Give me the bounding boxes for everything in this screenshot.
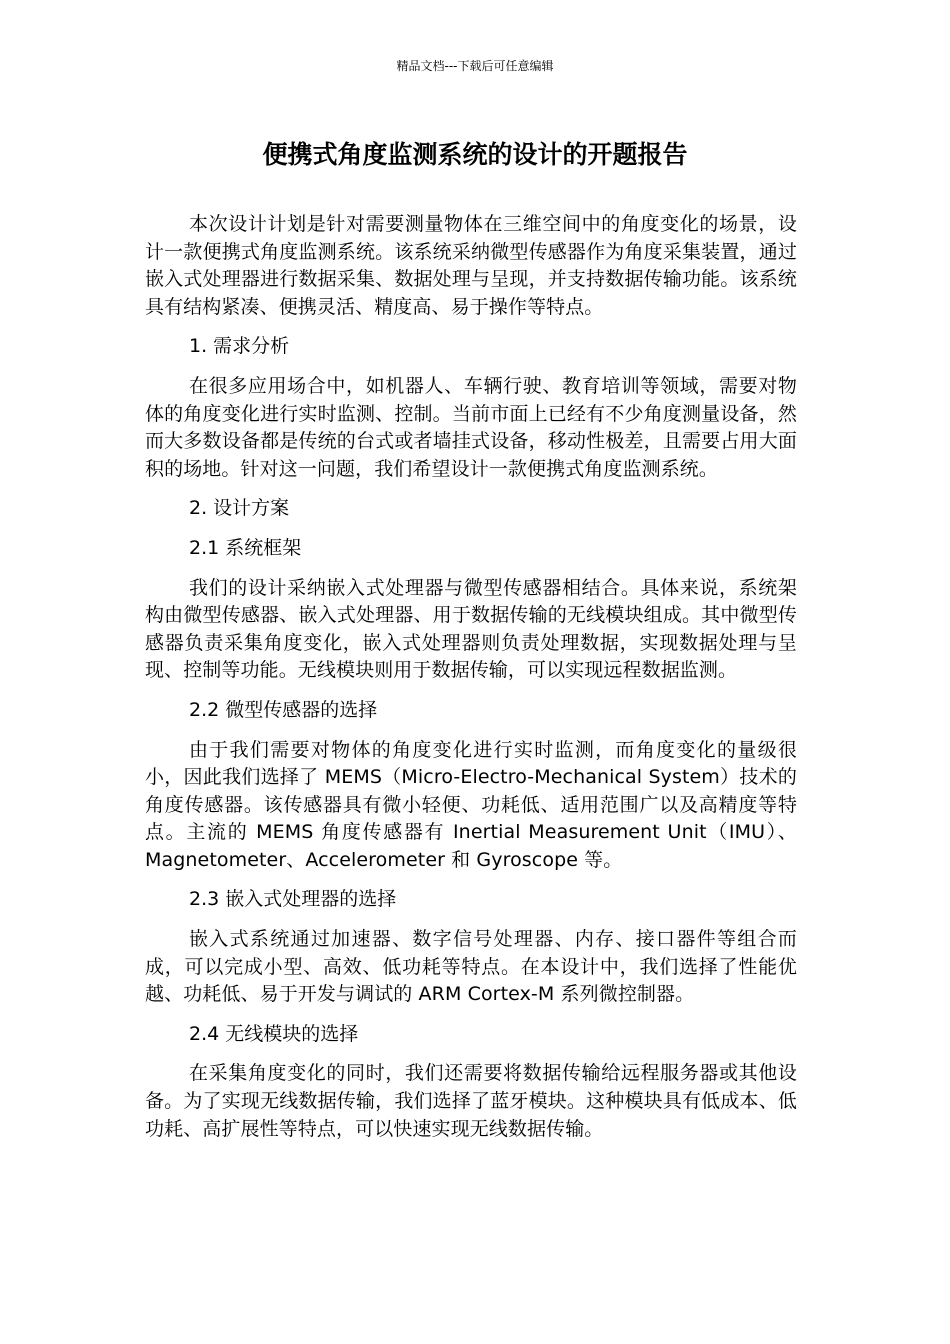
section-paragraph-requirements: 在很多应用场合中，如机器人、车辆行驶、教育培训等领域，需要对物体的角度变化进行实时监测、控制。当前市面上已经有不少角度测量设备，然而大多数设备都是传统的台式或者墙挂式设备，移动性极差，且需要占用大面积的场地。针对这一问题，我们希望设计一款便携式角度监测系统。 [145,374,797,480]
document-body [145,211,797,1155]
section-paragraph-wireless-selection: 在采集角度变化的同时，我们还需要将数据传输给远程服务器或其他设备。为了实现无线数据传输，我们选择了蓝牙模块。这种模块具有低成本、低功耗、高扩展性等特点，可以快速实现无线数据传输。 [145,1062,797,1140]
section-paragraph-system-framework: 我们的设计采纳嵌入式处理器与微型传感器相结合。具体来说，系统架构由微型传感器、嵌入式处理器、用于数据传输的无线模块组成。其中微型传感器负责采集角度变化，嵌入式处理器则负责处理数据，实现数据处理与呈现、控制等功能。无线模块则用于数据传输，可以实现远程数据监测。 [145,576,797,682]
section-heading-sensor-selection: 2.2 微型传感器的选择 [189,698,378,721]
section-heading-wireless-selection: 2.4 无线模块的选择 [189,1022,359,1045]
section-heading-system-framework: 2.1 系统框架 [189,536,302,559]
section-paragraph-processor-selection: 嵌入式系统通过加速器、数字信号处理器、内存、接口器件等组合而成，可以完成小型、高效、低功耗等特点。在本设计中，我们选择了性能优越、功耗低、易于开发与调试的 ARM Cortex-M 系列微控制器。 [145,928,797,1006]
section-paragraph-sensor-selection: 由于我们需要对物体的角度变化进行实时监测，而角度变化的量级很小，因此我们选择了 MEMS（Micro-Electro-Mechanical System）技术的角度传感器。该传感器具有微小轻便、功耗低、适用范围广以及高精度等特点。主流的 MEMS 角度传感器有 Inertial Measurement Unit（IMU）、Magnetometer、Accelerometer 和 Gyroscope 等。 [145,738,797,871]
intro-paragraph: 本次设计计划是针对需要测量物体在三维空间中的角度变化的场景，设计一款便携式角度监测系统。该系统采纳微型传感器作为角度采集装置，通过嵌入式处理器进行数据采集、数据处理与呈现，并支持数据传输功能。该系统具有结构紧凑、便携灵活、精度高、易于操作等特点。 [145,213,797,318]
page-header-note: 精品文档---下载后可任意编辑 [396,59,554,73]
section-heading-design-plan: 2. 设计方案 [189,497,290,520]
section-heading-processor-selection: 2.3 嵌入式处理器的选择 [189,888,397,911]
section-heading-requirements: 1. 需求分析 [189,335,290,358]
document-title: 便携式角度监测系统的设计的开题报告 [262,140,688,169]
